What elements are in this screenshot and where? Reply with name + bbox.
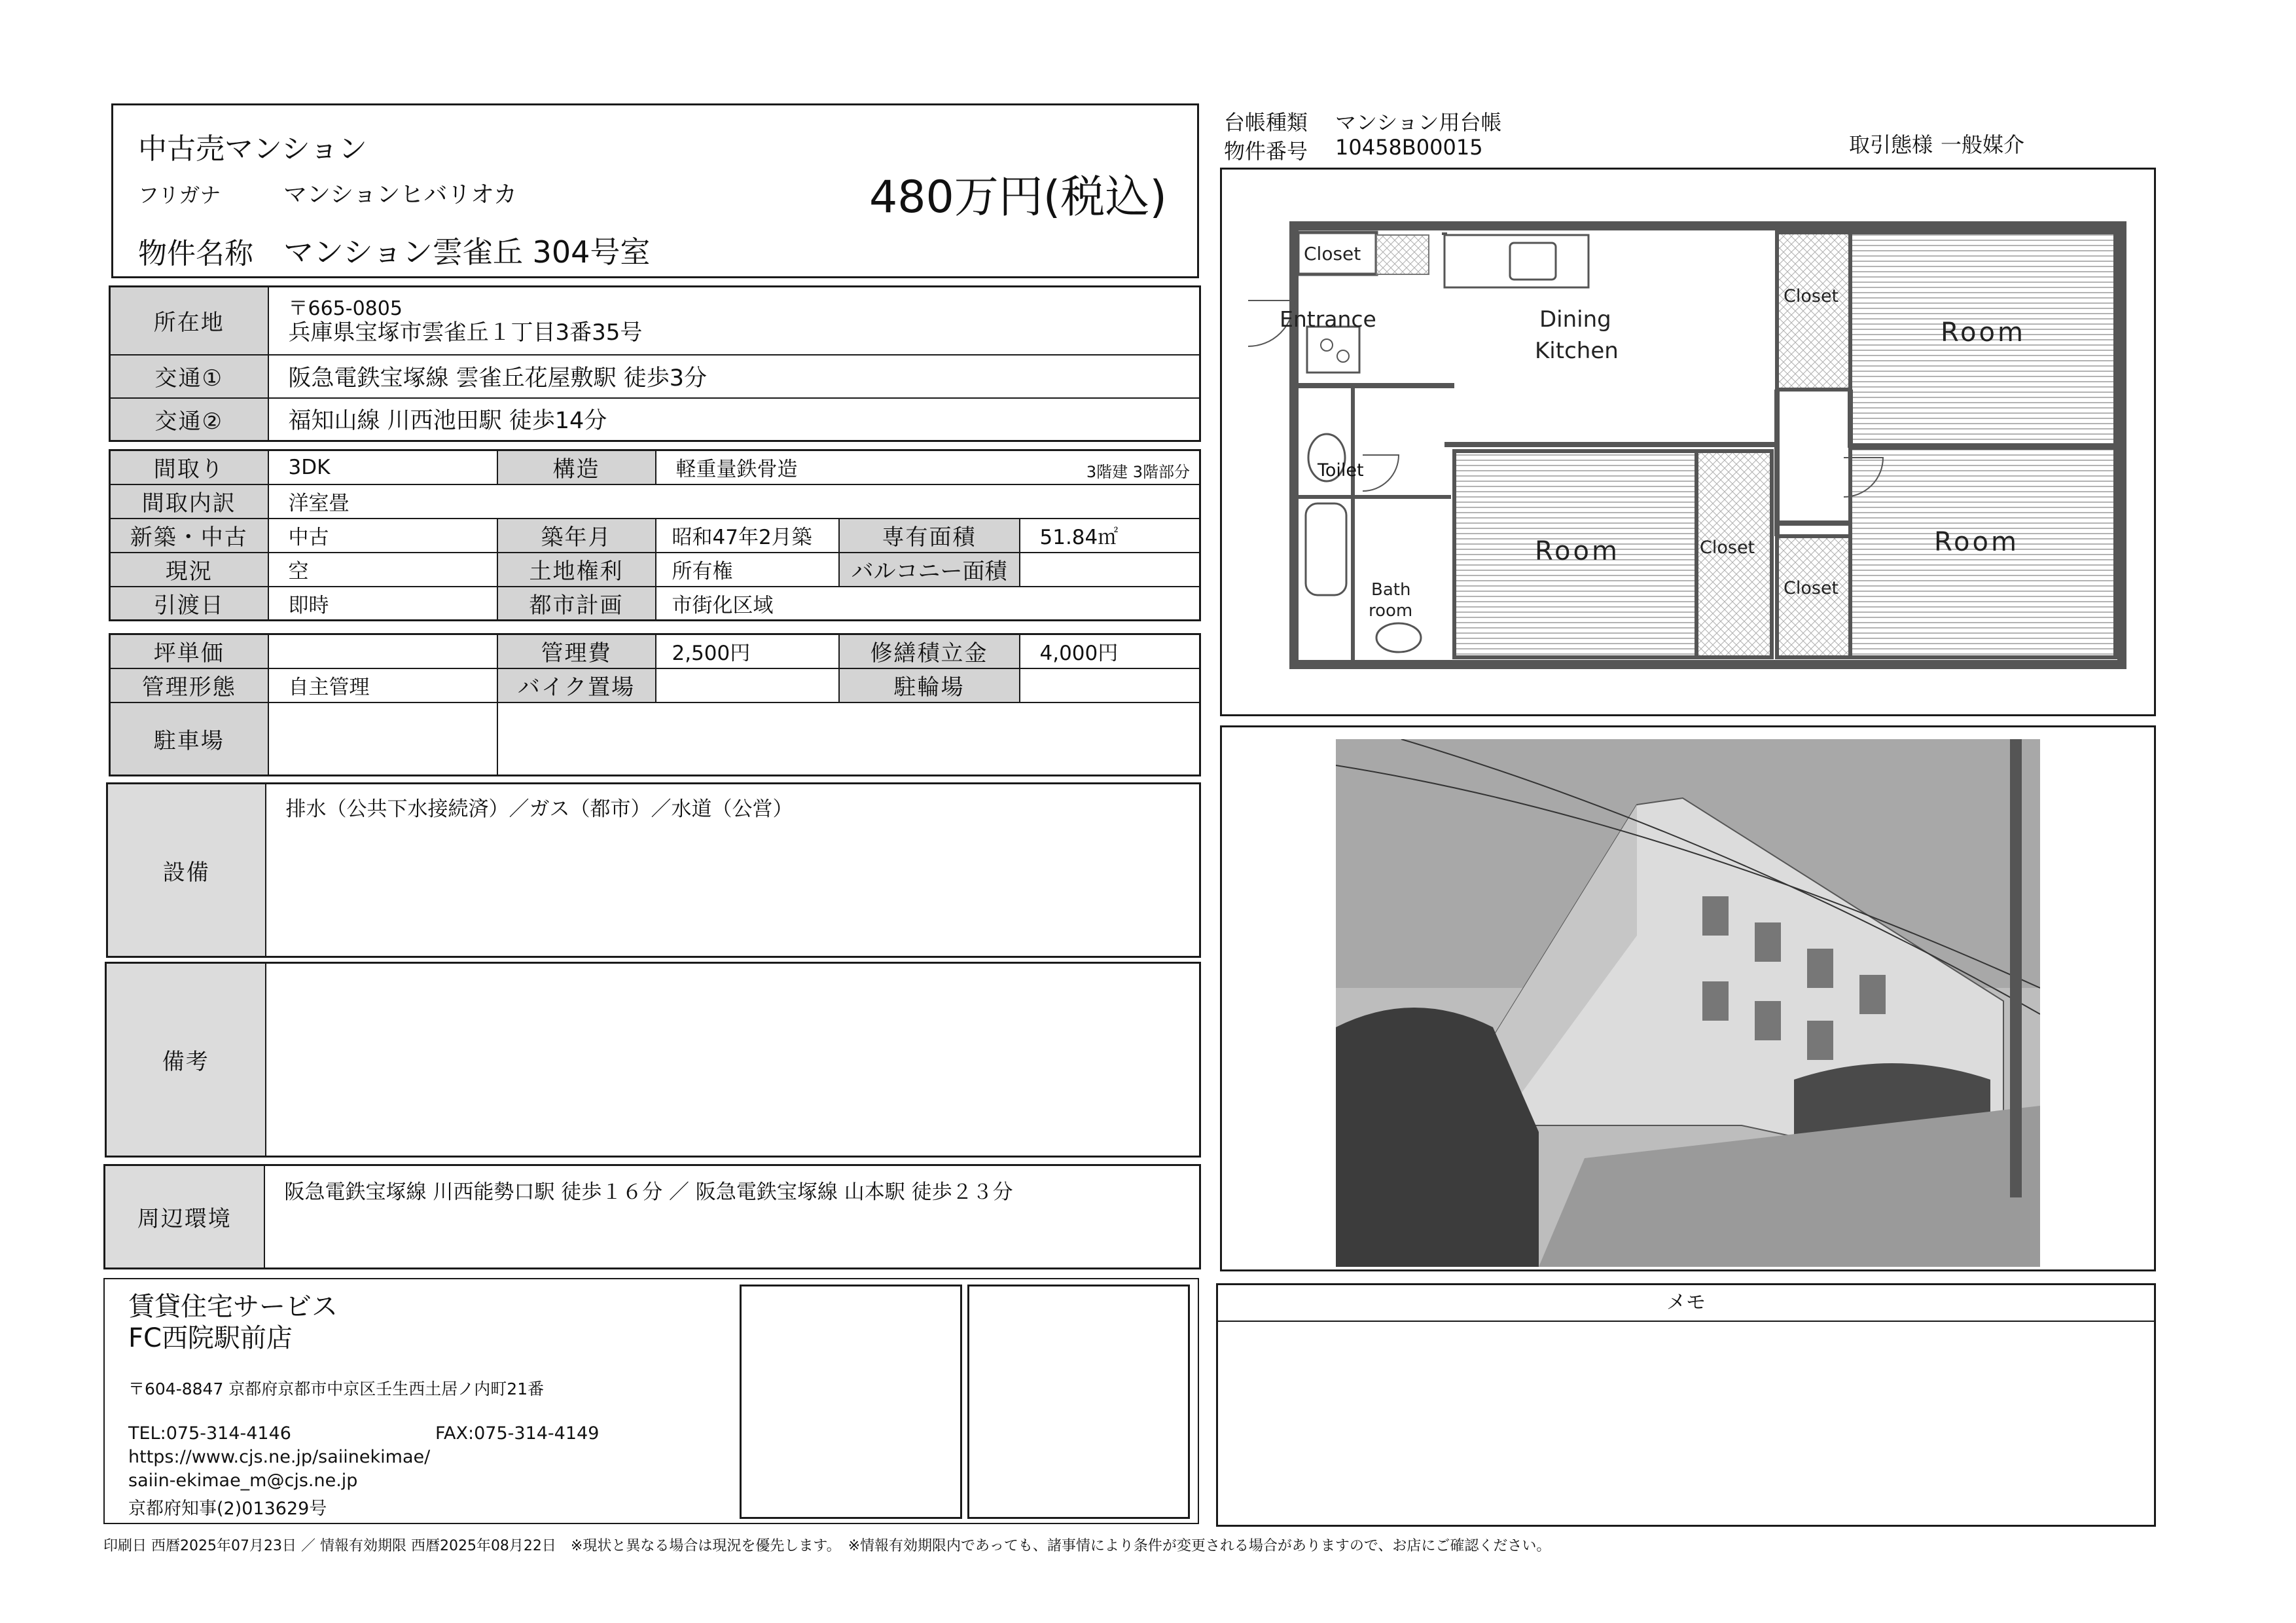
company-name-1: 賃貸住宅サービス xyxy=(128,1292,338,1322)
bathroom-label: room xyxy=(1369,601,1413,621)
room-label-bottom-right: Room xyxy=(1934,527,2019,557)
mgmt-fee-label: 管理費 xyxy=(497,634,656,668)
ledger-type-value: マンション用台帳 xyxy=(1335,110,1502,135)
address-cell xyxy=(268,287,1200,355)
access1: 阪急電鉄宝塚線 雲雀丘花屋敷駅 徒歩3分 xyxy=(268,355,1200,398)
floorplan-box xyxy=(1220,168,2156,716)
bicycle-label: 駐輪場 xyxy=(839,668,1020,702)
deal-type-value: 一般媒介 xyxy=(1941,132,2025,157)
ledger-number-value: 10458B00015 xyxy=(1335,135,1483,160)
closet-label-bottom-right: Closet xyxy=(1784,578,1839,598)
access1-label: 交通① xyxy=(110,355,268,398)
property-name: マンション雲雀丘 304号室 xyxy=(283,234,651,270)
footer-note: 印刷日 西暦2025年07月23日 ／ 情報有効期限 西暦2025年08月22日 ※現状と異なる場合は現況を優先します。 ※情報有効期限内であっても、諸事情により条件が変更される場合がありますので、お店にご確認ください。 xyxy=(103,1538,1551,1554)
facilities-table xyxy=(106,782,1201,958)
handover-label: 引渡日 xyxy=(110,587,268,621)
handover-value: 即時 xyxy=(268,587,497,621)
closet-label-entrance: Closet xyxy=(1304,243,1361,264)
layout-label: 間取り xyxy=(110,450,268,484)
rooms-label: 間取内訳 xyxy=(110,484,268,519)
fees-table xyxy=(109,633,1201,776)
postal-code: 〒665-0805 xyxy=(288,297,403,320)
structure-value: 軽重量鉄骨造 xyxy=(675,458,798,482)
bath-label: Bath xyxy=(1371,580,1411,600)
mgmt-fee-value: 2,500円 xyxy=(656,634,839,668)
details-table xyxy=(109,449,1201,621)
mgmt-type-value: 自主管理 xyxy=(268,668,497,702)
access2-label: 交通② xyxy=(110,398,268,441)
balcony-label: バルコニー面積 xyxy=(839,553,1020,587)
property-type: 中古売マンション xyxy=(138,132,368,166)
company-email[interactable]: saiin-ekimae_m@cjs.ne.jp xyxy=(128,1470,358,1491)
company-fax: FAX:075-314-4149 xyxy=(435,1423,600,1444)
unit-price-label: 坪単価 xyxy=(110,634,268,668)
built-value: 昭和47年2月築 xyxy=(656,519,839,553)
kitchen-label: Kitchen xyxy=(1535,338,1619,364)
parking-value-a xyxy=(268,702,497,776)
location-table xyxy=(109,285,1201,442)
balcony-value xyxy=(1020,553,1200,587)
remarks-label: 備考 xyxy=(106,963,266,1157)
company-tel: TEL:075-314-4146 xyxy=(128,1423,291,1444)
header-box xyxy=(111,103,1199,278)
furigana-label: フリガナ xyxy=(138,183,221,208)
remarks-table xyxy=(105,962,1201,1158)
city-label: 都市計画 xyxy=(497,587,656,621)
repair-label: 修繕積立金 xyxy=(839,634,1020,668)
closet-label-middle: Closet xyxy=(1700,538,1755,558)
area-label: 専有面積 xyxy=(839,519,1020,553)
repair-value: 4,000円 xyxy=(1020,634,1200,668)
toilet-label-html: Toilet xyxy=(1318,460,1364,481)
status-value: 空 xyxy=(268,553,497,587)
access2: 福知山線 川西池田駅 徒歩14分 xyxy=(268,398,1200,441)
closet-top-right xyxy=(1777,232,1850,390)
surroundings-table xyxy=(103,1164,1201,1269)
rooms-value: 洋室畳 xyxy=(268,484,1200,519)
newused-label: 新築・中古 xyxy=(110,519,268,553)
closet-label-top-right: Closet xyxy=(1784,286,1839,306)
stamp-box-1 xyxy=(740,1285,962,1519)
mgmt-type-label: 管理形態 xyxy=(110,668,268,702)
bike-label: バイク置場 xyxy=(497,668,656,702)
price: 480万円(税込) xyxy=(869,172,1167,223)
building-photo-image xyxy=(1336,739,2040,1267)
company-name-2: FC西院駅前店 xyxy=(128,1323,293,1353)
surroundings-label: 周辺環境 xyxy=(105,1165,264,1269)
ledger-type-label: 台帳種類 xyxy=(1224,110,1308,135)
structure-label: 構造 xyxy=(497,450,656,484)
floorplan xyxy=(1222,170,2154,714)
built-label: 築年月 xyxy=(497,519,656,553)
deal-type-label: 取引態様 xyxy=(1849,132,1933,157)
unit-price-value xyxy=(268,634,497,668)
photo-box xyxy=(1220,725,2156,1271)
room-label-top-right: Room xyxy=(1941,318,2026,348)
memo-header xyxy=(1218,1285,2154,1322)
status-label: 現況 xyxy=(110,553,268,587)
company-address: 〒604-8847 京都府京都市中京区壬生西土居ノ内町21番 xyxy=(128,1379,545,1398)
surroundings-value: 阪急電鉄宝塚線 川西能勢口駅 徒歩１６分 ／ 阪急電鉄宝塚線 山本駅 徒歩２３分 xyxy=(264,1165,1200,1269)
company-url[interactable]: https://www.cjs.ne.jp/saiinekimae/ xyxy=(128,1447,431,1467)
stamp-box-2 xyxy=(967,1285,1190,1519)
memo-box xyxy=(1216,1283,2156,1527)
address-label: 所在地 xyxy=(110,287,268,355)
floors-value: 3階建 3階部分 xyxy=(1086,463,1191,481)
address: 兵庫県宝塚市雲雀丘１丁目3番35号 xyxy=(288,319,643,346)
parking-value-b xyxy=(497,702,1200,776)
layout-value: 3DK xyxy=(268,450,497,484)
property-name-label: 物件名称 xyxy=(138,237,253,270)
company-license: 京都府知事(2)013629号 xyxy=(128,1499,327,1519)
structure-cell xyxy=(656,450,1200,484)
bicycle-value xyxy=(1020,668,1200,702)
parking-label: 駐車場 xyxy=(110,702,268,776)
city-value: 市街化区域 xyxy=(656,587,1200,621)
ledger-number-label: 物件番号 xyxy=(1224,139,1308,164)
building-photo xyxy=(1336,739,2040,1267)
furigana-value: マンションヒバリオカ xyxy=(283,181,517,208)
room-label-middle: Room xyxy=(1535,536,1620,566)
memo-label: メモ xyxy=(1666,1291,1706,1314)
company-box xyxy=(103,1278,1199,1524)
land-label: 土地権利 xyxy=(497,553,656,587)
facilities-value: 排水（公共下水接続済）／ガス（都市）／水道（公営） xyxy=(266,784,1200,957)
entrance-label: Entrance xyxy=(1280,306,1376,332)
land-value: 所有権 xyxy=(656,553,839,587)
area-value: 51.84㎡ xyxy=(1020,519,1200,553)
facilities-label: 設備 xyxy=(107,784,266,957)
bike-value xyxy=(656,668,839,702)
dining-label: Dining xyxy=(1539,306,1611,333)
remarks-value xyxy=(266,963,1200,1157)
newused-value: 中古 xyxy=(268,519,497,553)
